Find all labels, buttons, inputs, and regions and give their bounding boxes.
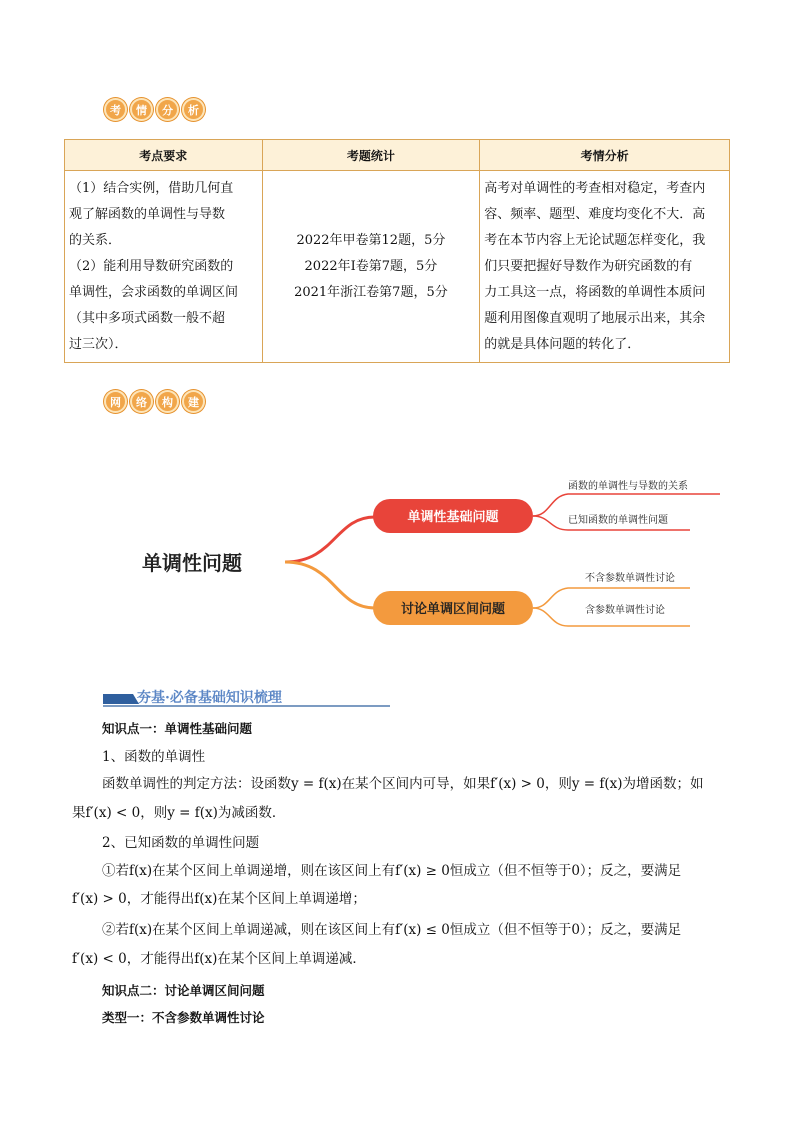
leaf-label: 含参数单调性讨论: [585, 605, 665, 616]
badge-char: 建: [182, 390, 205, 413]
paragraph-line: ②若f(x)在某个区间上单调递减，则在该区间上有f′(x) ≤ 0恒成立（但不恒等于0）；反之，要满足: [102, 922, 682, 938]
text-line: 单调性，会求函数的单调区间: [69, 284, 239, 300]
paragraph-line: 函数单调性的判定方法：设函数y = f(x)在某个区间内可导，如果f′(x) > 0，则y = f(x)为增函数；如: [102, 776, 704, 792]
subsection-title: 2、已知函数的单调性问题: [102, 835, 260, 851]
paragraph-line: 果f′(x) < 0，则y = f(x)为减函数．: [72, 805, 286, 821]
badge-char: 析: [182, 98, 205, 121]
table-header: 考点要求: [65, 140, 263, 171]
text-line: （1）结合实例，借助几何直: [69, 180, 234, 196]
text-line: 容、频率、题型、难度均变化不大．高: [484, 206, 706, 222]
text-line: 高考对单调性的考查相对稳定，考查内: [484, 180, 706, 196]
mind-map: [130, 470, 730, 640]
badge-char: 络: [130, 390, 153, 413]
subsection-title: 1、函数的单调性: [102, 749, 206, 765]
badge-char: 考: [104, 98, 127, 121]
table-header: 考情分析: [480, 140, 730, 171]
section-badge-exam-analysis: [104, 98, 205, 121]
text-line: 观了解函数的单调性与导数: [69, 206, 226, 222]
text-line: 2022年甲卷第12题，5分: [296, 232, 446, 248]
badge-char: 网: [104, 390, 127, 413]
leaf-label: 已知函数的单调性问题: [568, 515, 668, 526]
text-line: 的关系．: [69, 232, 122, 248]
statistics-cell: [262, 171, 480, 363]
title-bar-marker: [103, 694, 139, 704]
text-line: （其中多项式函数一般不超: [69, 310, 226, 326]
text-line: 考在本节内容上无论试题怎样变化，我: [484, 232, 706, 248]
branch-label: 单调性基础问题: [407, 510, 499, 525]
paragraph-line: f′(x) < 0，才能得出f(x)在某个区间上单调递减．: [72, 951, 366, 967]
leaf-label: 不含参数单调性讨论: [585, 573, 675, 584]
text-line: 2021年浙江卷第7题，5分: [294, 284, 448, 300]
badge-char: 构: [156, 390, 179, 413]
exam-analysis-table: [64, 139, 730, 363]
text-line: （2）能利用导数研究函数的: [69, 258, 234, 274]
requirement-cell: [65, 171, 263, 363]
badge-char: 情: [130, 98, 153, 121]
text-line: 题利用图像直观明了地展示出来，其余: [484, 310, 706, 326]
knowledge-point-1-title: 知识点一：单调性基础问题: [102, 721, 253, 736]
text-line: 2022年I卷第7题，5分: [304, 258, 438, 274]
text-line: 力工具这一点，将函数的单调性本质问: [484, 284, 706, 300]
badge-char: 分: [156, 98, 179, 121]
mindmap-root: 单调性问题: [142, 551, 242, 575]
section-badge-network: [104, 390, 205, 413]
type-1-title: 类型一：不含参数单调性讨论: [102, 1010, 265, 1025]
leaf-connector: [533, 494, 720, 516]
analysis-cell: [480, 171, 730, 363]
text-line: 们只要把握好导数作为研究函数的有: [484, 258, 693, 274]
section-title: 夯基·必备基础知识梳理: [137, 690, 282, 706]
text-line: 过三次）．: [69, 336, 128, 352]
paragraph-line: ①若f(x)在某个区间上单调递增，则在该区间上有f′(x) ≥ 0恒成立（但不恒等于0）；反之，要满足: [102, 863, 682, 879]
connector-orange: [285, 562, 375, 608]
leaf-label: 函数的单调性与导数的关系: [568, 481, 688, 492]
paragraph-line: f′(x) > 0，才能得出f(x)在某个区间上单调递增；: [72, 891, 366, 907]
connector-red: [285, 517, 375, 562]
table-header: 考题统计: [262, 140, 480, 171]
knowledge-point-2-title: 知识点二：讨论单调区间问题: [102, 983, 265, 998]
section-title-bar: [103, 688, 390, 708]
text-line: 的就是具体问题的转化了．: [484, 336, 641, 352]
branch-label: 讨论单调区间问题: [400, 602, 506, 617]
